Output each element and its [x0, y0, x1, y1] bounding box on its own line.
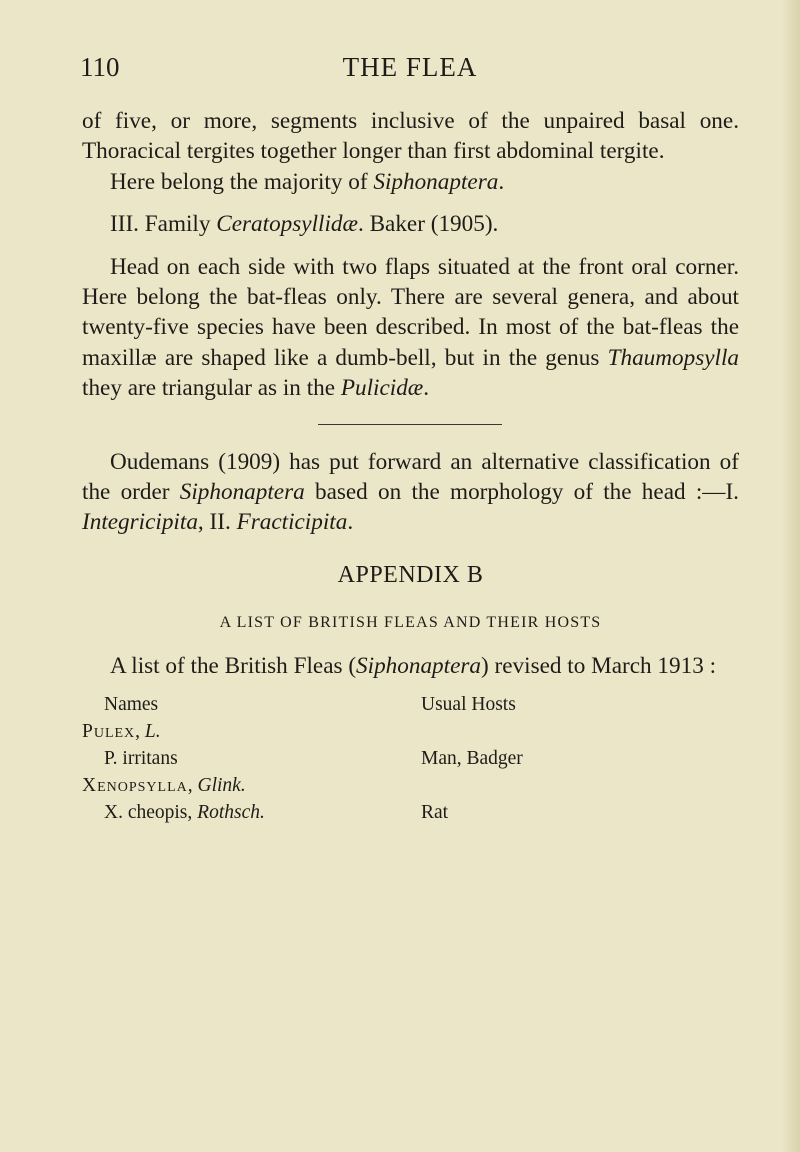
- table-row: [82, 772, 739, 799]
- host-cell: Rat: [421, 802, 449, 824]
- family-heading: III. Family Ceratopsyllidæ. Baker (1905).: [110, 211, 499, 238]
- paragraph-bat-fleas: Head on each side with two flaps situated at the front oral corner. Here belong the bat-fleas only. There are several genera, and about twenty-five species have been described. In most of the bat-fleas the maxillæ are shaped like a dumb-bell, but in the genus Thaumopsylla they are triangular as in the Pulicidæ.: [82, 253, 739, 402]
- section-divider: [82, 424, 739, 425]
- running-title: THE FLEA: [342, 52, 478, 82]
- genus-name: Xenopsylla, Glink.: [82, 775, 246, 797]
- table-row: [82, 799, 739, 826]
- running-head: [80, 52, 740, 88]
- page-number: 110: [80, 52, 120, 82]
- species-name: P. irritans: [104, 748, 178, 770]
- species-name: X. cheopis, Rothsch.: [104, 802, 265, 824]
- column-header-hosts: Usual Hosts: [421, 694, 516, 716]
- hosts-table: [82, 691, 739, 826]
- table-row: [82, 745, 739, 772]
- page-edge-stain: [782, 0, 800, 1152]
- appendix-intro: A list of the British Fleas (Siphonaptera) revised to March 1913 :: [110, 652, 717, 679]
- paragraph-segments: of five, or more, segments inclusive of the unpaired basal one. Thoracical tergites together longer than first abdominal tergite.: [82, 108, 739, 165]
- page-body: [82, 106, 739, 826]
- table-row: [82, 718, 739, 745]
- genus-name: Pulex, L.: [82, 721, 161, 743]
- host-cell: Man, Badger: [421, 748, 523, 770]
- paragraph-siphonaptera-majority: Here belong the majority of Siphonaptera.: [110, 168, 505, 195]
- paragraph-oudemans: Oudemans (1909) has put forward an alternative classification of the order Siphonaptera based on the morphology of the head :—I. Integricipita, II. Fracticipita.: [82, 448, 739, 536]
- appendix-subtitle: A LIST OF BRITISH FLEAS AND THEIR HOSTS: [219, 614, 602, 632]
- column-header-names: Names: [104, 694, 159, 716]
- table-header-row: [82, 691, 739, 718]
- appendix-title: APPENDIX B: [337, 561, 484, 588]
